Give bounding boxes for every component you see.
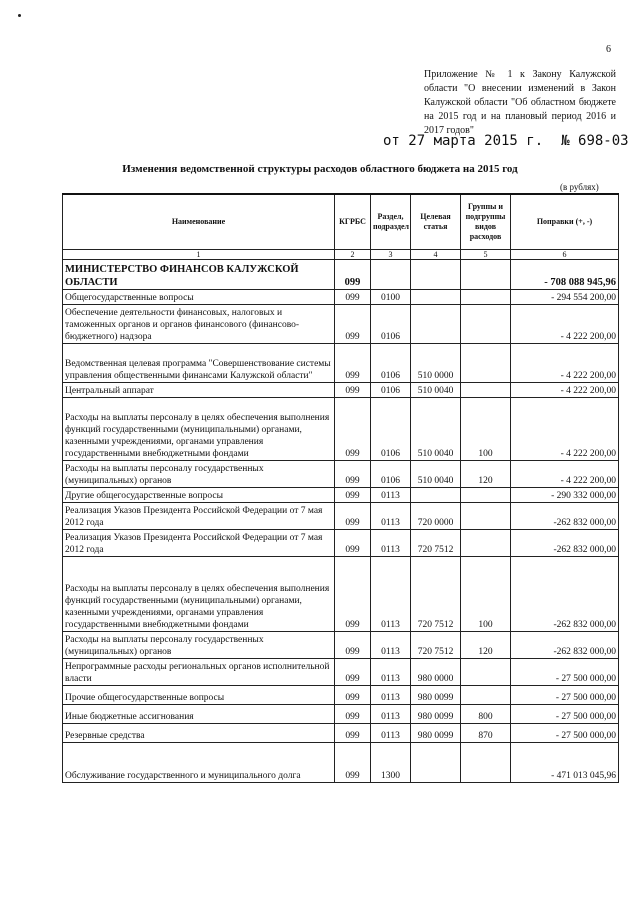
cell-group: 100 (461, 397, 511, 460)
cell-name: Ведомственная целевая программа "Совершенствование системы управления общественными финансами Калужской области" (63, 343, 335, 382)
cell-group (461, 487, 511, 502)
cell-group (461, 502, 511, 529)
column-index: 5 (461, 249, 511, 259)
cell-section: 0106 (371, 397, 411, 460)
cell-name: Реализация Указов Президента Российской Федерации от 7 мая 2012 года (63, 529, 335, 556)
cell-amount: - 294 554 200,00 (511, 289, 619, 304)
cell-target: 510 0040 (411, 460, 461, 487)
cell-amount: - 4 222 200,00 (511, 304, 619, 343)
cell-target: 720 7512 (411, 556, 461, 631)
cell-kgrbs: 099 (335, 742, 371, 782)
table-row (63, 382, 619, 397)
header-group: Группы и подгруппы видов расходов (461, 194, 511, 249)
header-target: Целевая статья (411, 194, 461, 249)
cell-section: 1300 (371, 742, 411, 782)
cell-kgrbs: 099 (335, 502, 371, 529)
cell-name: Непрограммные расходы региональных органов исполнительной власти (63, 658, 335, 685)
cell-target: 510 0000 (411, 343, 461, 382)
cell-group: 800 (461, 704, 511, 723)
cell-name: Обслуживание государственного и муниципального долга (63, 742, 335, 782)
table-row (63, 289, 619, 304)
cell-amount: - 27 500 000,00 (511, 658, 619, 685)
cell-amount: - 27 500 000,00 (511, 685, 619, 704)
cell-group: 870 (461, 723, 511, 742)
document-title: Изменения ведомственной структуры расходов областного бюджета на 2015 год (122, 163, 518, 175)
cell-amount: - 708 088 945,96 (511, 259, 619, 289)
cell-target: 980 0099 (411, 685, 461, 704)
cell-amount: -262 832 000,00 (511, 556, 619, 631)
cell-name: Расходы на выплаты персоналу государственных (муниципальных) органов (63, 460, 335, 487)
cell-section: 0106 (371, 460, 411, 487)
cell-section: 0113 (371, 556, 411, 631)
table-row (63, 685, 619, 704)
cell-target (411, 304, 461, 343)
cell-kgrbs: 099 (335, 304, 371, 343)
cell-target: 720 7512 (411, 631, 461, 658)
law-number: № 698-03 (561, 133, 629, 149)
cell-group (461, 289, 511, 304)
cell-section: 0113 (371, 658, 411, 685)
cell-section: 0113 (371, 704, 411, 723)
cell-amount: - 27 500 000,00 (511, 704, 619, 723)
cell-target (411, 742, 461, 782)
cell-amount: -262 832 000,00 (511, 502, 619, 529)
table-row (63, 397, 619, 460)
cell-section: 0113 (371, 487, 411, 502)
cell-target: 980 0000 (411, 658, 461, 685)
cell-group: 120 (461, 460, 511, 487)
units-label: (в рублях) (560, 182, 599, 192)
table-row (63, 631, 619, 658)
table-row (63, 343, 619, 382)
scan-speck (18, 14, 21, 17)
cell-target: 720 7512 (411, 529, 461, 556)
cell-section: 0113 (371, 502, 411, 529)
cell-amount: - 290 332 000,00 (511, 487, 619, 502)
date-stamp (383, 133, 629, 149)
table-row (63, 723, 619, 742)
column-index: 4 (411, 249, 461, 259)
cell-name: Общегосударственные вопросы (63, 289, 335, 304)
table-row (63, 259, 619, 289)
cell-group (461, 382, 511, 397)
cell-name: Реализация Указов Президента Российской Федерации от 7 мая 2012 года (63, 502, 335, 529)
table-row (63, 460, 619, 487)
cell-name: Иные бюджетные ассигнования (63, 704, 335, 723)
cell-kgrbs: 099 (335, 259, 371, 289)
cell-name: МИНИСТЕРСТВО ФИНАНСОВ КАЛУЖСКОЙ ОБЛАСТИ (63, 259, 335, 289)
cell-name: Обеспечение деятельности финансовых, налоговых и таможенных органов и органов финансового (финансово-бюджетного) надзора (63, 304, 335, 343)
cell-section: 0113 (371, 529, 411, 556)
table-row (63, 742, 619, 782)
cell-target: 510 0040 (411, 382, 461, 397)
cell-kgrbs: 099 (335, 460, 371, 487)
cell-kgrbs: 099 (335, 397, 371, 460)
cell-section: 0106 (371, 382, 411, 397)
cell-kgrbs: 099 (335, 631, 371, 658)
cell-section: 0113 (371, 631, 411, 658)
column-index: 1 (63, 249, 335, 259)
table-row (63, 502, 619, 529)
cell-name: Резервные средства (63, 723, 335, 742)
cell-amount: - 471 013 045,96 (511, 742, 619, 782)
cell-kgrbs: 099 (335, 556, 371, 631)
table-row (63, 704, 619, 723)
cell-target (411, 487, 461, 502)
cell-group (461, 304, 511, 343)
cell-section: 0106 (371, 343, 411, 382)
cell-amount: - 4 222 200,00 (511, 397, 619, 460)
cell-target (411, 289, 461, 304)
cell-group (461, 742, 511, 782)
cell-name: Расходы на выплаты персоналу государственных (муниципальных) органов (63, 631, 335, 658)
cell-group: 100 (461, 556, 511, 631)
header-section: Раздел, подраздел (371, 194, 411, 249)
cell-kgrbs: 099 (335, 343, 371, 382)
cell-amount: - 4 222 200,00 (511, 343, 619, 382)
cell-section (371, 259, 411, 289)
cell-kgrbs: 099 (335, 289, 371, 304)
table-row (63, 304, 619, 343)
cell-kgrbs: 099 (335, 658, 371, 685)
page-number: 6 (606, 44, 611, 55)
cell-group (461, 685, 511, 704)
cell-target: 980 0099 (411, 704, 461, 723)
cell-group (461, 343, 511, 382)
cell-amount: - 4 222 200,00 (511, 382, 619, 397)
column-index: 6 (511, 249, 619, 259)
cell-group: 120 (461, 631, 511, 658)
cell-kgrbs: 099 (335, 704, 371, 723)
header-name: Наименование (63, 194, 335, 249)
cell-name: Расходы на выплаты персоналу в целях обеспечения выполнения функций государственными (муниципальными) органами, казенными учреждениями, органами управления государственными внебюджетными фондами (63, 397, 335, 460)
table-row (63, 556, 619, 631)
column-index: 3 (371, 249, 411, 259)
column-index: 2 (335, 249, 371, 259)
header-amount: Поправки (+, -) (511, 194, 619, 249)
date-text: от 27 марта 2015 г. (383, 133, 544, 149)
cell-name: Центральный аппарат (63, 382, 335, 397)
cell-section: 0113 (371, 723, 411, 742)
cell-name: Расходы на выплаты персоналу в целях обеспечения выполнения функций государственными (муниципальными) органами, казенными учреждениями, органами управления государственными внебюджетными фондами (63, 556, 335, 631)
cell-name: Другие общегосударственные вопросы (63, 487, 335, 502)
cell-kgrbs: 099 (335, 529, 371, 556)
cell-target: 980 0099 (411, 723, 461, 742)
table-row (63, 658, 619, 685)
cell-kgrbs: 099 (335, 723, 371, 742)
cell-section: 0100 (371, 289, 411, 304)
cell-section: 0106 (371, 304, 411, 343)
annex-heading: Приложение № 1 к Закону Калужской области "О внесении изменений в Закон Калужской области "Об областном бюджете на 2015 год и на плановый период 2016 и 2017 годов" (424, 69, 616, 136)
cell-target: 510 0040 (411, 397, 461, 460)
cell-group (461, 658, 511, 685)
cell-amount: - 27 500 000,00 (511, 723, 619, 742)
table-row (63, 487, 619, 502)
cell-amount: -262 832 000,00 (511, 529, 619, 556)
cell-target (411, 259, 461, 289)
cell-amount: - 4 222 200,00 (511, 460, 619, 487)
cell-amount: -262 832 000,00 (511, 631, 619, 658)
cell-section: 0113 (371, 685, 411, 704)
table-row (63, 529, 619, 556)
cell-group (461, 259, 511, 289)
cell-kgrbs: 099 (335, 685, 371, 704)
header-kgrbs: КГРБС (335, 194, 371, 249)
cell-kgrbs: 099 (335, 487, 371, 502)
cell-target: 720 0000 (411, 502, 461, 529)
cell-name: Прочие общегосударственные вопросы (63, 685, 335, 704)
cell-kgrbs: 099 (335, 382, 371, 397)
budget-table (62, 193, 619, 783)
cell-group (461, 529, 511, 556)
